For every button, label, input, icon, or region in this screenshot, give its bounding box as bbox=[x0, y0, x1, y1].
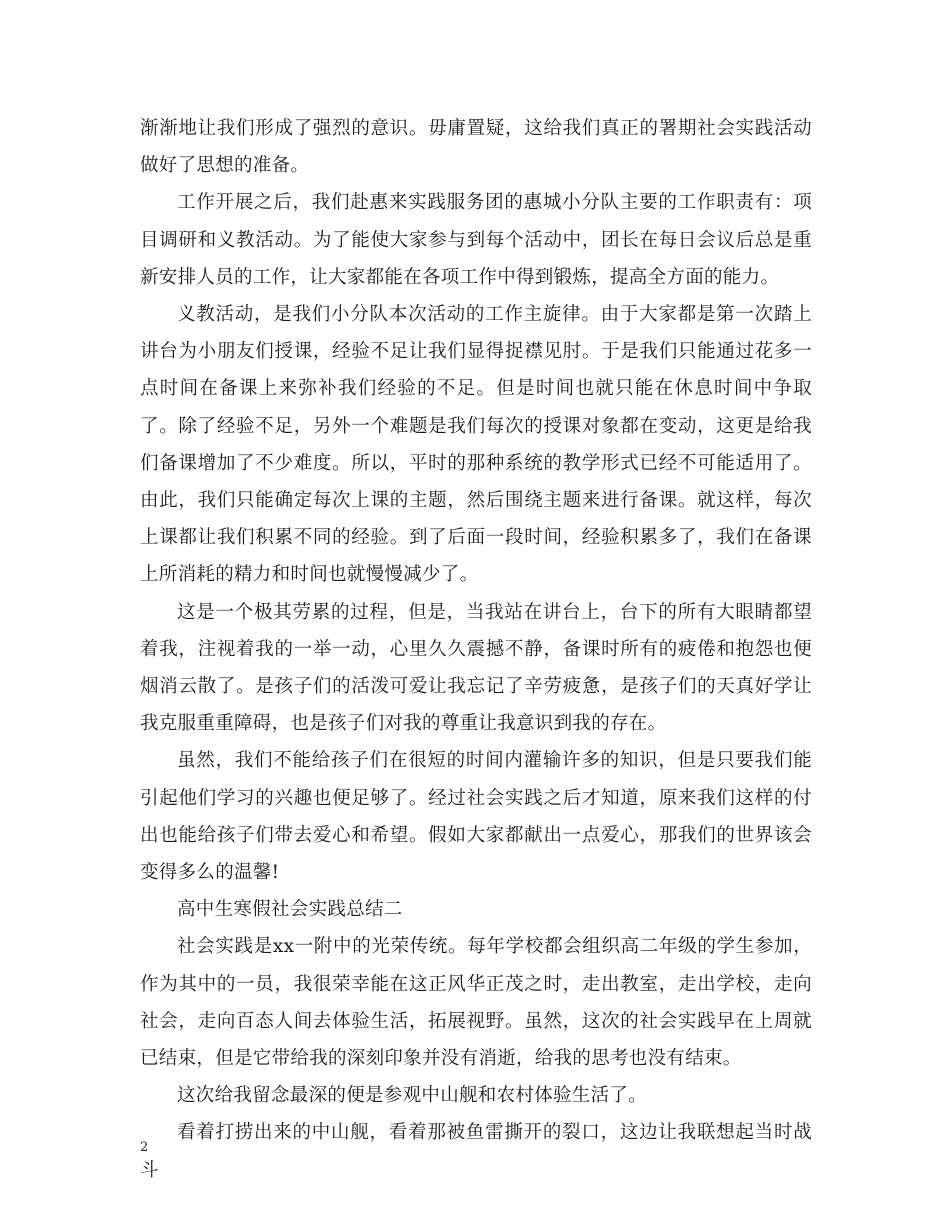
section-heading: 高中生寒假社会实践总结二 bbox=[177, 899, 403, 921]
page-number: 2 bbox=[140, 1140, 149, 1155]
paragraph-impression: 这次给我留念最深的便是参观中山舰和农村体验生活了。 bbox=[177, 1085, 648, 1107]
paragraph-zhongshan-ship: 看着打捞出来的中山舰，看着那被鱼雷撕开的裂口，这边让我联想起当时战斗 bbox=[140, 1122, 812, 1181]
paragraph-interest: 虽然，我们不能给孩子们在很短的时间内灌输许多的知识，但是只要我们能引起他们学习的兴趣也便足够了。经过社会实践之后才知道，原来我们这样的付出也能给孩子们带去爱心和希望。假如大家都献出一点爱心，那我们的世界该会变得多么的温馨! bbox=[140, 750, 812, 884]
paragraph-tradition: 社会实践是xx一附中的光荣传统。每年学校都会组织高二年级的学生参加，作为其中的一员，我很荣幸能在这正风华正茂之时，走出教室，走出学校，走向社会，走向百态人间去体验生活，拓展视野。虽然，这次的社会实践早在上周就已结束，但是它带给我的深刻印象并没有消逝，给我的思考也没有结束。 bbox=[140, 936, 812, 1070]
paragraph-work-duties: 工作开展之后，我们赴惠来实践服务团的惠城小分队主要的工作职责有：项目调研和义教活动。为了能使大家参与到每个活动中，团长在每日会议后总是重新安排人员的工作，让大家都能在各项工作中得到锻炼，提高全方面的能力。 bbox=[140, 192, 812, 288]
paragraph-volunteer-teaching: 义教活动，是我们小分队本次活动的工作主旋律。由于大家都是第一次踏上讲台为小朋友们授课，经验不足让我们显得捉襟见肘。于是我们只能通过花多一点时间在备课上来弥补我们经验的不足。但是时间也就只能在休息时间中争取了。除了经验不足，另外一个难题是我们每次的授课对象都在变动，这更是给我们备课增加了不少难度。所以，平时的那种系统的教学形式已经不可能适用了。由此，我们只能确定每次上课的主题，然后围绕主题来进行备课。就这样，每次上课都让我们积累不同的经验。到了后面一段时间，经验积累多了，我们在备课上所消耗的精力和时间也就慢慢减少了。 bbox=[140, 304, 812, 586]
document-body bbox=[140, 110, 812, 1189]
paragraph-hard-process: 这是一个极其劳累的过程，但是，当我站在讲台上，台下的所有大眼睛都望着我，注视着我的一举一动，心里久久震撼不静，备课时所有的疲倦和抱怨也便烟消云散了。是孩子们的活泼可爱让我忘记了辛劳疲惫，是孩子们的天真好学让我克服重重障碍，也是孩子们对我的尊重让我意识到我的存在。 bbox=[140, 601, 812, 735]
paragraph-continued: 渐渐地让我们形成了强烈的意识。毋庸置疑，这给我们真正的署期社会实践活动做好了思想的准备。 bbox=[140, 118, 812, 177]
